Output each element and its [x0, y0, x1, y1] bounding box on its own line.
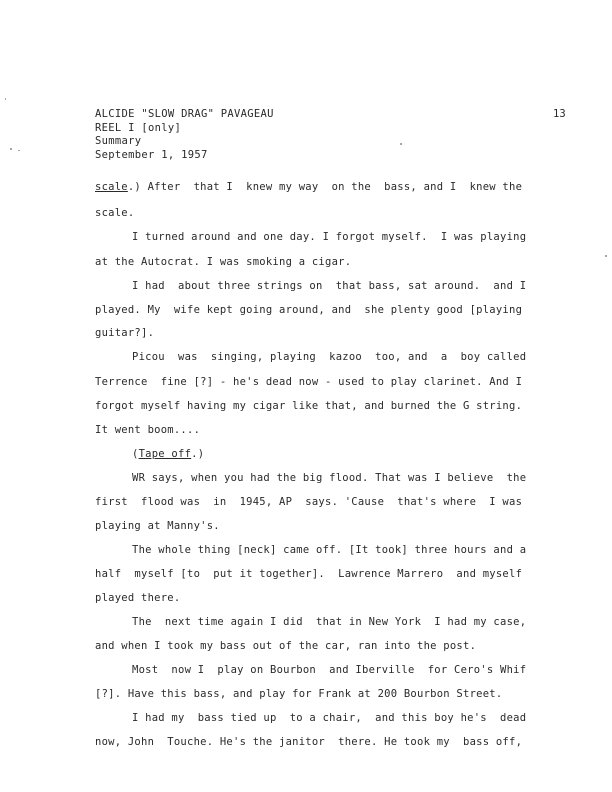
- line-text: at the Autocrat. I was smoking a cigar.: [95, 256, 352, 268]
- line-text: The next time again I did that in New York I had my case,: [132, 616, 527, 628]
- line-text: .): [191, 448, 205, 460]
- body-line: [95, 736, 522, 748]
- header-reel: REEL I [only]: [95, 121, 182, 134]
- line-text: Terrence fine [?] - he's dead now - used to play clarinet. And I: [95, 376, 523, 388]
- scan-speck: [605, 255, 607, 257]
- body-line: [95, 424, 200, 436]
- line-text: It went boom....: [95, 424, 201, 436]
- line-text: guitar?].: [95, 327, 155, 339]
- scan-speck: [18, 150, 20, 151]
- body-line: [95, 256, 351, 268]
- line-text: Picou was singing, playing kazoo too, and a boy called: [132, 351, 527, 363]
- line-underlined: Tape off: [138, 448, 192, 460]
- line-text: [?]. Have this bass, and play for Frank at 200 Bourbon Street.: [95, 688, 503, 700]
- body-line: [132, 448, 204, 460]
- body-line: [95, 688, 502, 700]
- header-name: ALCIDE "SLOW DRAG" PAVAGEAU: [95, 108, 274, 120]
- body-line: [132, 664, 526, 676]
- scan-speck: [400, 143, 402, 145]
- line-underlined: scale: [95, 181, 128, 193]
- line-text: playing at Manny's.: [95, 520, 220, 532]
- line-text: forgot myself having my cigar like that, and burned the G string.: [95, 400, 523, 412]
- line-text: I had about three strings on that bass, sat around. and I: [132, 280, 527, 292]
- body-line: [95, 327, 154, 339]
- line-text: (: [132, 448, 139, 460]
- body-line: [132, 712, 526, 724]
- line-text: WR says, when you had the big flood. That was I believe the: [132, 472, 527, 484]
- page-number: 13: [553, 108, 566, 120]
- body-line: [95, 400, 522, 412]
- scan-speck: [5, 98, 6, 100]
- line-text: and when I took my bass out of the car, ran into the post.: [95, 640, 477, 652]
- header-date: September 1, 1957: [95, 148, 208, 161]
- body-line: [95, 304, 522, 316]
- line-text: now, John Touche. He's the janitor there. He took my bass off,: [95, 736, 523, 748]
- header-type: Summary: [95, 135, 142, 147]
- body-line: [95, 376, 522, 388]
- line-text: played. My wife kept going around, and she plenty good [playing: [95, 304, 523, 316]
- scan-speck: [10, 148, 12, 150]
- body-line: [95, 520, 220, 532]
- line-text: scale.: [95, 207, 135, 219]
- body-line: [132, 280, 526, 292]
- line-text: played there.: [95, 592, 181, 604]
- body-line: [132, 472, 526, 484]
- body-line: [95, 640, 476, 652]
- body-line: [95, 496, 522, 508]
- line-text: first flood was in 1945, AP says. 'Cause that's where I was: [95, 496, 523, 508]
- line-text: Most now I play on Bourbon and Iberville for Cero's Whif: [132, 664, 527, 676]
- body-line: [132, 544, 526, 556]
- body-line: [95, 207, 134, 219]
- body-line: [132, 231, 526, 243]
- body-line: [132, 616, 526, 628]
- body-line: [95, 592, 180, 604]
- line-text: I turned around and one day. I forgot myself. I was playing: [132, 231, 527, 243]
- line-text: I had my bass tied up to a chair, and this boy he's dead: [132, 712, 527, 724]
- line-text: half myself [to put it together]. Lawrence Marrero and myself: [95, 568, 523, 580]
- body-line: [95, 181, 522, 193]
- body-line: [95, 568, 522, 580]
- document-header: [95, 108, 274, 162]
- body-line: [132, 351, 526, 363]
- line-text: The whole thing [neck] came off. [It took] three hours and a: [132, 544, 527, 556]
- line-text: .) After that I knew my way on the bass, and I knew the: [127, 181, 523, 193]
